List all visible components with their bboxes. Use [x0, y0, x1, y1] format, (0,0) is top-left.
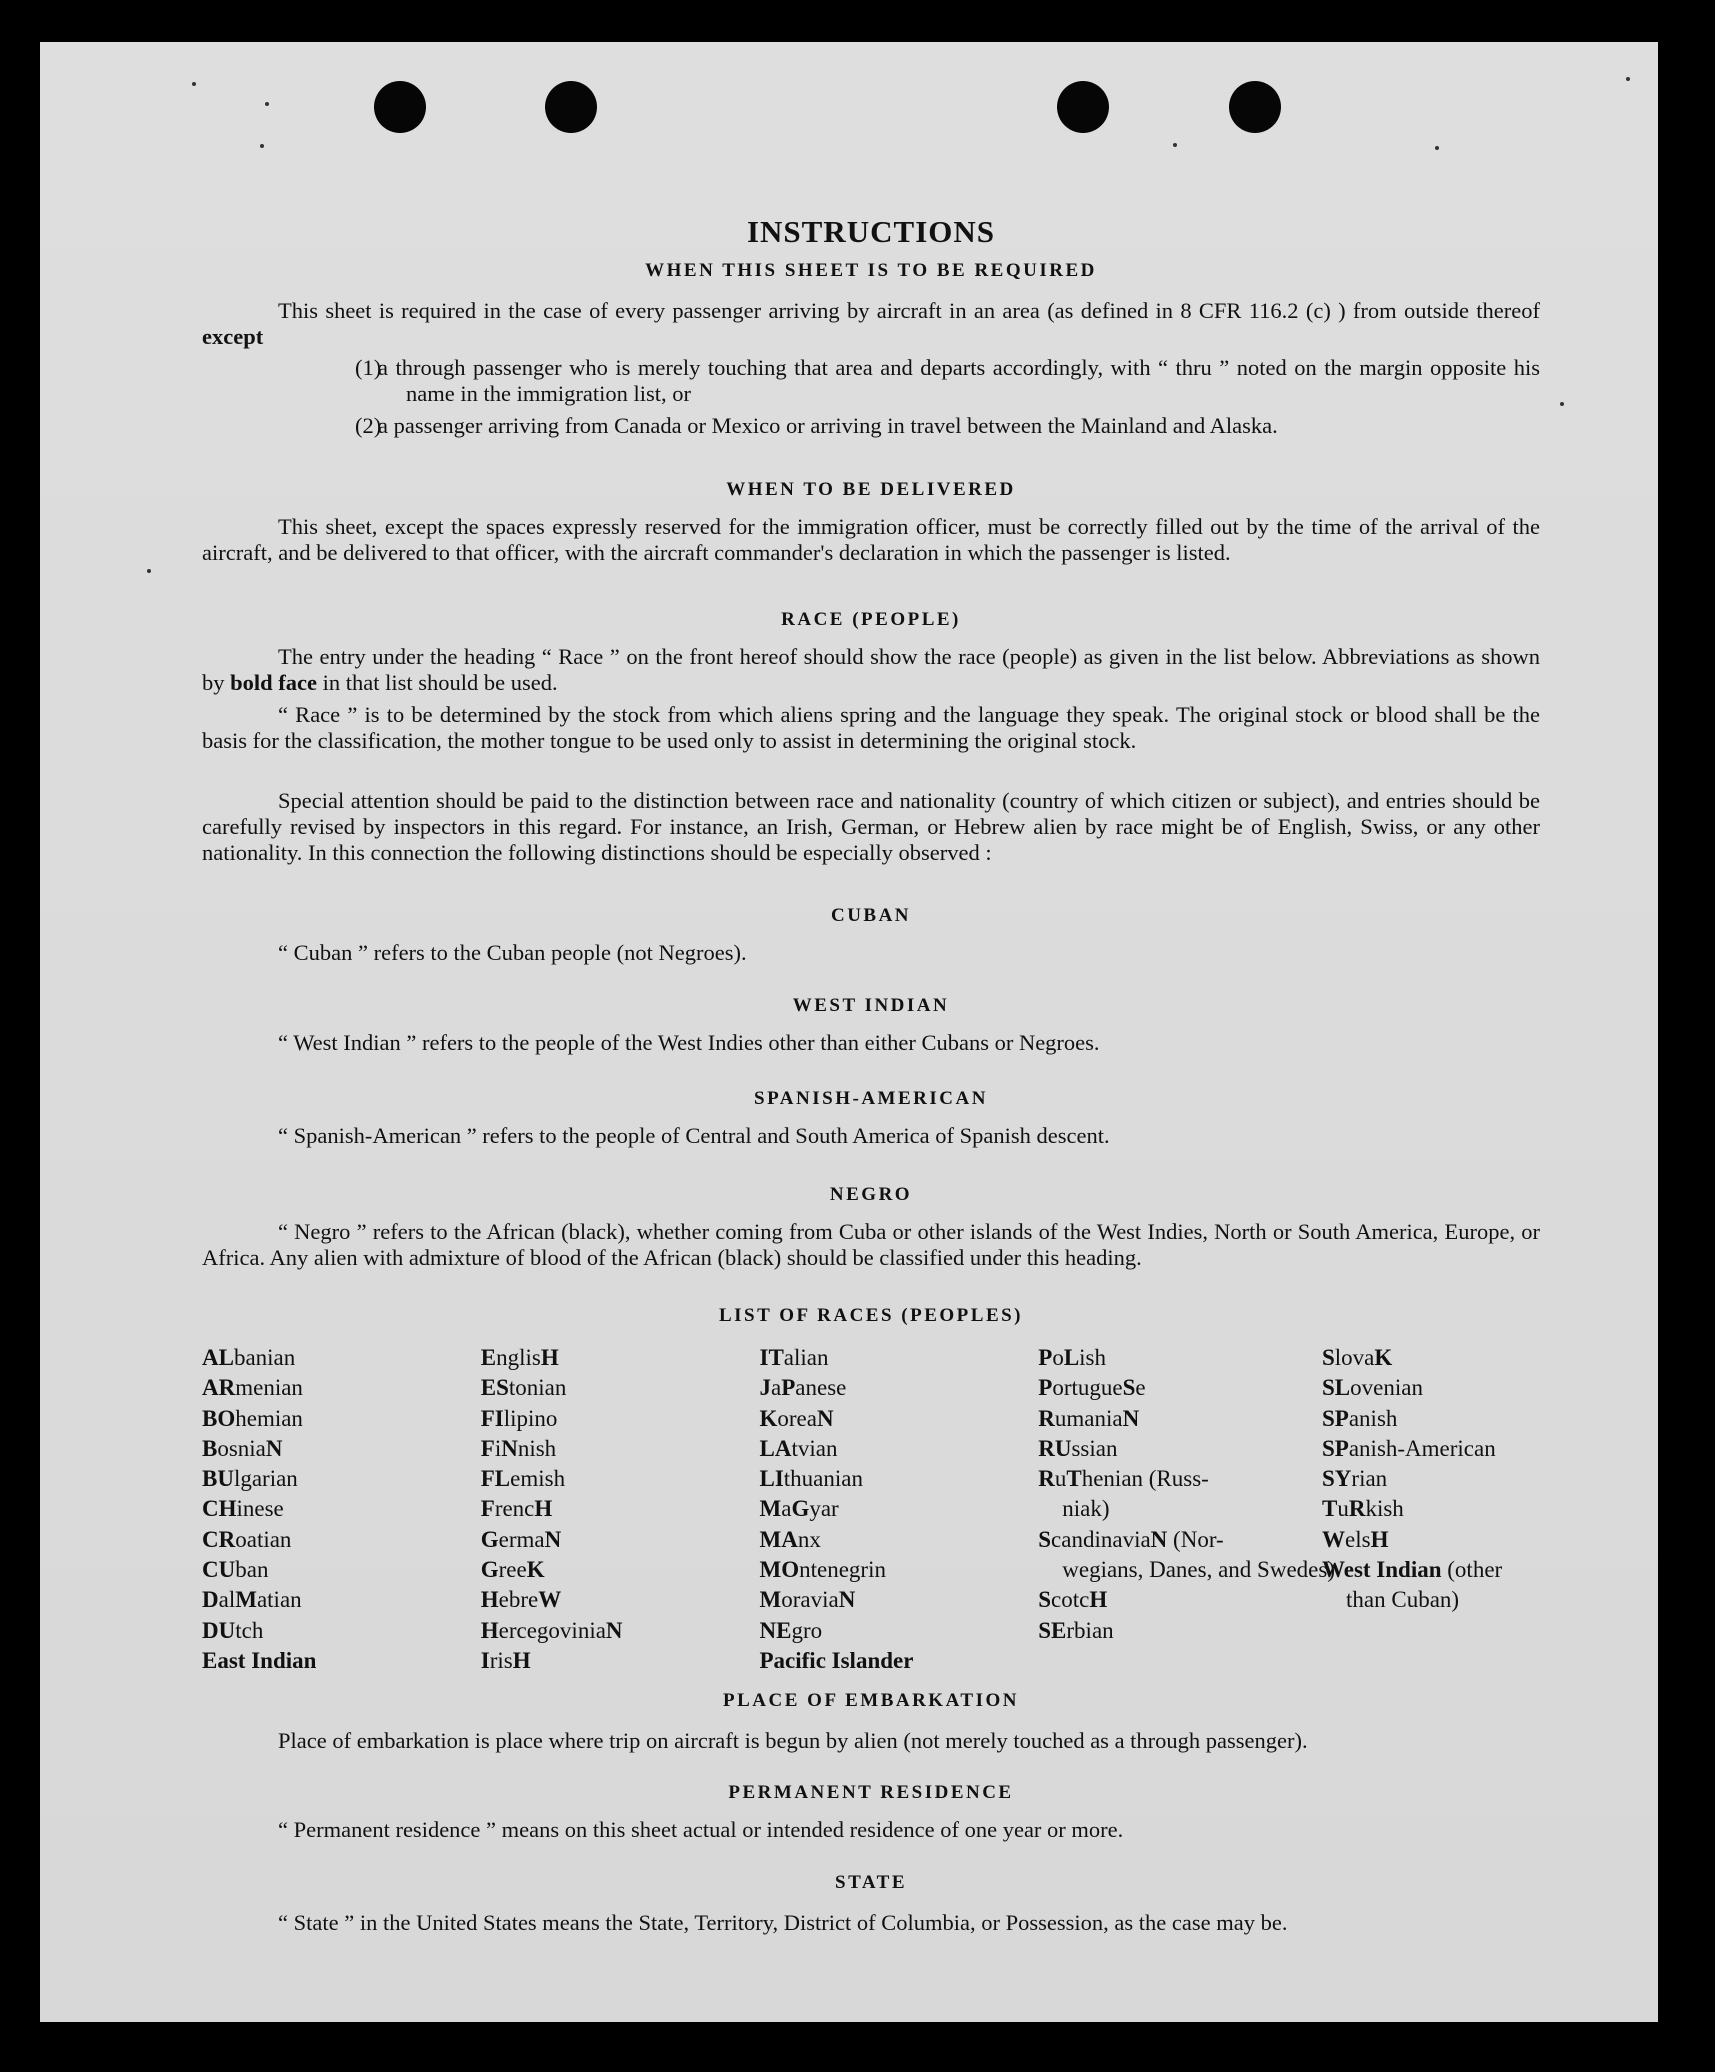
race-entry: ScandinaviaN (Nor- wegians, Danes, and Swedes)	[1038, 1526, 1335, 1583]
paragraph-when-delivered: This sheet, except the spaces expressly reserved for the immigration officer, must be correctly filled out by the time of the arrival of the aircraft, and be delivered to that officer, with the aircraft commander's declaration in which the passenger is listed.	[202, 514, 1540, 565]
heading-when-required: WHEN THIS SHEET IS TO BE REQUIRED	[645, 260, 1097, 281]
race-entry: East Indian	[202, 1647, 317, 1673]
races-column-5	[1322, 1343, 1547, 1676]
race-entry: BOhemian	[202, 1405, 303, 1431]
race-entry: BUlgarian	[202, 1466, 298, 1492]
race-entry: CUban	[202, 1557, 269, 1583]
race-entry: MAnx	[759, 1526, 821, 1552]
race-entry: TuRkish	[1322, 1496, 1404, 1522]
paragraph-race-3: Special attention should be paid to the distinction between race and nationality (country of which citizen or subject), and entries should be carefully revised by inspectors in this regard. For instance, an Irish, German, or Hebrew alien by race might be of English, Swiss, or any other nationality. In this connection the following distinctions should be especially observed :	[202, 788, 1540, 865]
race-entry: ScotcH	[1038, 1587, 1108, 1613]
heading-negro: NEGRO	[829, 1184, 913, 1205]
race-entry: SYrian	[1322, 1466, 1388, 1492]
race-entry: DalMatian	[202, 1587, 302, 1613]
race-entry: MOntenegrin	[759, 1557, 886, 1583]
races-column-2	[481, 1343, 736, 1676]
race-entry: RuThenian (Russ- niak)	[1038, 1466, 1209, 1522]
race-entry: FIlipino	[480, 1405, 558, 1431]
speck	[1626, 77, 1630, 81]
exception-item-2: (2) a passenger arriving from Canada or Mexico or arriving in travel between the Mainland and Alaska.	[355, 413, 1278, 438]
paragraph-west-indian: “ West Indian ” refers to the people of the West Indies other than either Cubans or Negroes.	[278, 1030, 1100, 1055]
speck	[1560, 402, 1564, 406]
race-entry: Pacific Islander	[759, 1647, 914, 1673]
race-entry: HebreW	[480, 1587, 562, 1613]
races-column-4	[1038, 1343, 1335, 1676]
exception-item-1: (1) a through passenger who is merely touching that area and departs accordingly, with “ thru ” noted on the margin opposite his name in the immigration list, or	[355, 355, 1540, 406]
heading-residence: PERMANENT RESIDENCE	[728, 1782, 1014, 1803]
heading-embarkation: PLACE OF EMBARKATION	[723, 1690, 1019, 1711]
punch-hole	[1229, 81, 1281, 133]
races-column-3	[760, 1343, 1015, 1676]
punch-hole	[545, 81, 597, 133]
paragraph-when-required: This sheet is required in the case of every passenger arriving by aircraft in an area (as defined in 8 CFR 116.2 (c) ) from outside thereof except	[202, 298, 1540, 349]
race-entry: SlovaK	[1322, 1345, 1393, 1370]
heading-when-delivered: WHEN TO BE DELIVERED	[726, 479, 1016, 500]
paragraph-embarkation: Place of embarkation is place where trip on aircraft is begun by alien (not merely touched as a through passenger).	[278, 1728, 1308, 1753]
race-entry: IrisH	[480, 1647, 531, 1673]
race-entry: LIthuanian	[759, 1466, 863, 1492]
race-entry: MoraviaN	[759, 1587, 856, 1613]
race-entry: ITalian	[759, 1345, 829, 1370]
speck	[1173, 143, 1177, 147]
race-entry: LAtvian	[759, 1435, 838, 1461]
speck	[265, 102, 269, 106]
race-entry: KoreaN	[759, 1405, 834, 1431]
race-entry: EStonian	[480, 1375, 567, 1401]
paragraph-spanish-american: “ Spanish-American ” refers to the people of Central and South America of Spanish descent.	[278, 1123, 1110, 1148]
punch-hole	[374, 81, 426, 133]
paragraph-residence: “ Permanent residence ” means on this sheet actual or intended residence of one year or more.	[278, 1817, 1124, 1842]
race-entry: RumaniaN	[1038, 1405, 1140, 1431]
speck	[1435, 146, 1439, 150]
race-entry: HercegoviniaN	[480, 1617, 623, 1643]
paragraph-race-1: The entry under the heading “ Race ” on the front hereof should show the race (people) as given in the list below. Abbreviations as shown by bold face in that list should be used.	[202, 644, 1540, 695]
race-entry: ARmenian	[202, 1375, 303, 1401]
race-entry: GermaN	[480, 1526, 562, 1552]
document-page	[40, 42, 1658, 2022]
race-entry: CHinese	[202, 1496, 284, 1522]
race-entry: SPanish	[1322, 1405, 1398, 1431]
heading-west-indian: WEST INDIAN	[792, 995, 950, 1016]
paragraph-race-2: “ Race ” is to be determined by the stock from which aliens spring and the language they speak. The original stock or blood shall be the basis for the classification, the mother tongue to be used only to assist in determining the original stock.	[202, 702, 1540, 753]
heading-cuban: CUBAN	[830, 905, 912, 926]
page-title: INSTRUCTIONS	[746, 214, 995, 249]
race-entry: BosniaN	[202, 1435, 283, 1461]
race-entry: SLovenian	[1322, 1375, 1423, 1401]
race-entry: PortugueSe	[1038, 1375, 1146, 1401]
race-entry: GreeK	[480, 1557, 545, 1583]
paragraph-state: “ State ” in the United States means the State, Territory, District of Columbia, or Possession, as the case may be.	[278, 1910, 1288, 1935]
punch-hole	[1057, 81, 1109, 133]
heading-list-of-races: LIST OF RACES (PEOPLES)	[718, 1305, 1024, 1326]
paragraph-negro: “ Negro ” refers to the African (black), whether coming from Cuba or other islands of the West Indies, North or South America, Europe, or Africa. Any alien with admixture of blood of the African (black) should be classified under this heading.	[202, 1219, 1540, 1270]
race-entry: MaGyar	[759, 1496, 839, 1522]
race-entry: FrencH	[480, 1496, 553, 1522]
race-entry: FLemish	[480, 1466, 566, 1492]
race-entry: SErbian	[1038, 1617, 1114, 1643]
race-entry: West Indian (other than Cuban)	[1322, 1557, 1503, 1613]
race-entry: ALbanian	[202, 1345, 296, 1370]
heading-state: STATE	[835, 1872, 907, 1893]
races-list	[202, 1343, 1547, 1676]
race-entry: PoLish	[1038, 1345, 1106, 1370]
paragraph-cuban: “ Cuban ” refers to the Cuban people (not Negroes).	[278, 940, 747, 965]
races-column-1	[202, 1343, 457, 1676]
race-entry: CRoatian	[202, 1526, 292, 1552]
race-entry: NEgro	[759, 1617, 823, 1643]
race-entry: EnglisH	[480, 1345, 559, 1370]
speck	[192, 82, 196, 86]
speck	[260, 144, 264, 148]
speck	[147, 569, 151, 573]
heading-race: RACE (PEOPLE)	[781, 609, 961, 630]
race-entry: SPanish-American	[1322, 1435, 1496, 1461]
race-entry: FiNnish	[480, 1435, 557, 1461]
race-entry: WelsH	[1322, 1526, 1389, 1552]
race-entry: RUssian	[1038, 1435, 1118, 1461]
race-entry: DUtch	[202, 1617, 264, 1643]
heading-spanish-american: SPANISH-AMERICAN	[754, 1088, 988, 1109]
race-entry: JaPanese	[759, 1375, 847, 1401]
